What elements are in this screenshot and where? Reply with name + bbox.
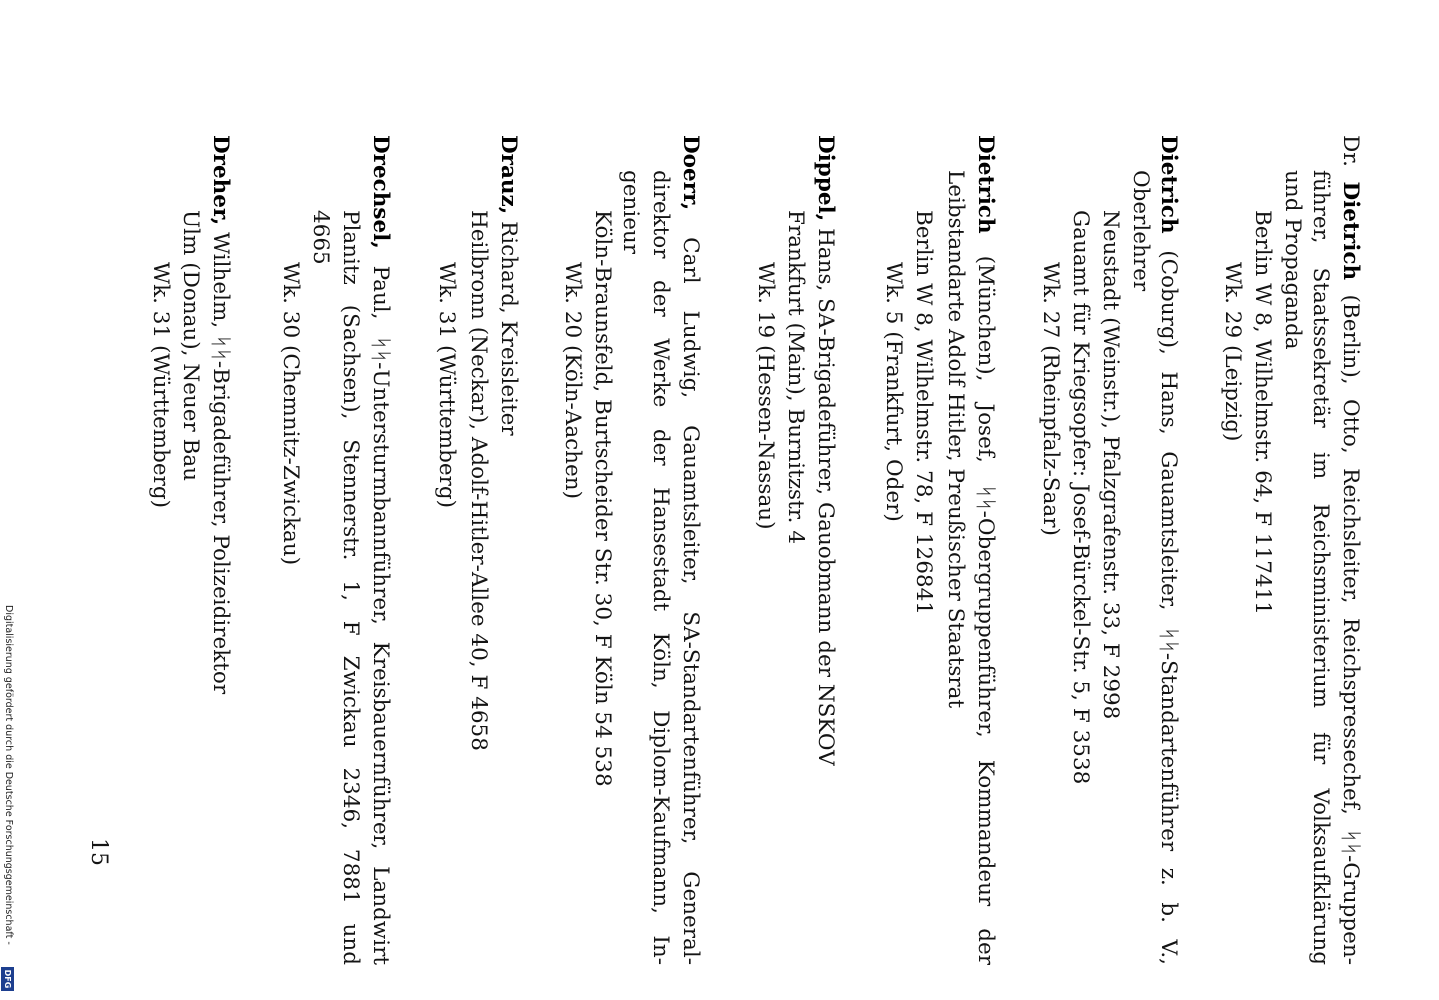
entry-address: 4665 <box>308 210 333 265</box>
dfg-logo: DFG <box>1 967 14 991</box>
entry-heading-text: Hans, SA-Brigadeführer, Gauobmann der NSKOV <box>813 228 838 766</box>
entry-line: direktor der Werke der Hansestadt Köln, Diplom-Kaufmann, In- <box>648 170 673 965</box>
entry-heading <box>1153 135 1183 965</box>
entry-name: Dietrich <box>973 135 998 234</box>
entry-name: Drechsel, <box>368 135 393 249</box>
entry-heading-text: (Coburg), Hans, Gauamtsleiter, ᛋᛋ-Standartenführer z. b. V., <box>1156 250 1181 965</box>
entry-name: Drauz, <box>496 135 521 215</box>
entry-address: Frankfurt (Main), Burnitzstr. 4 <box>783 210 808 544</box>
entry-district: Wk. 20 (Köln-Aachen) <box>560 262 585 499</box>
entry-heading <box>970 135 1000 965</box>
entry-district: Wk. 27 (Rheinpfalz-Saar) <box>1038 262 1063 536</box>
entry-heading <box>205 135 235 694</box>
entry-address: Berlin W 8, Wilhelmstr. 78, F 126841 <box>911 210 936 615</box>
entry-heading-text: Carl Ludwig, Gauamtsleiter, SA-Standartenführer, General- <box>678 237 703 965</box>
entry-address: Berlin W 8, Wilhelmstr. 64, F 117411 <box>1250 210 1275 615</box>
entry-address: Köln-Braunsfeld, Burtscheider Str. 30, F Köln 54 538 <box>590 210 615 787</box>
page-number: 15 <box>86 838 111 866</box>
entry-heading <box>365 135 395 965</box>
entry-heading-text: Paul, ᛋᛋ-Untersturmbannführer, Kreisbauernführer, Landwirt <box>368 265 393 965</box>
entry-line: genieur <box>618 170 643 255</box>
entry-district: Wk. 5 (Frankfurt, Oder) <box>881 262 906 522</box>
entry-name: Dietrich <box>1338 181 1363 281</box>
entry-heading <box>810 135 840 766</box>
entry-name: Dietrich <box>1156 135 1181 234</box>
entry-name: Dippel, <box>813 135 838 222</box>
entry-line: und Propaganda <box>1280 170 1305 350</box>
entry-heading-text: Richard, Kreisleiter <box>496 221 521 436</box>
entry-address: Ulm (Donau), Neuer Bau <box>178 210 203 482</box>
entry-heading <box>675 135 705 965</box>
entry-district: Wk. 31 (Württemberg) <box>148 262 173 509</box>
entry-address: Heilbronn (Neckar), Adolf-Hitler-Allee 40, F 4658 <box>466 210 491 751</box>
entry-line: führer, Staatssekretär im Reichsministerium für Volksaufklärung <box>1308 170 1333 965</box>
entry-line: Oberlehrer <box>1128 170 1153 292</box>
entry-heading-text: Wilhelm, ᛋᛋ-Brigadeführer, Polizeidirektor <box>208 232 233 695</box>
entry-address: Neustadt (Weinstr.), Pfalzgrafenstr. 33, F 2998 <box>1098 210 1123 720</box>
entry-heading <box>1335 135 1365 965</box>
entry-heading-text: (Berlin), Otto, Reichsleiter, Reichspressechef, ᛋᛋ-Gruppen- <box>1338 294 1363 965</box>
entry-address: Planitz (Sachsen), Stennerstr. 1, F Zwickau 2346, 7881 und <box>338 210 363 965</box>
entry-heading <box>493 135 523 436</box>
name-prefix: Dr. <box>1338 135 1363 167</box>
digitization-credit: Digitalisierung gefördert durch die Deutsche Forschungsgemeinschaft - <box>3 605 14 945</box>
entry-heading-text: (München), Josef, ᛋᛋ-Obergruppenführer, Kommandeur der <box>973 255 998 965</box>
entry-district: Wk. 30 (Chemnitz-Zwickau) <box>278 262 303 566</box>
entry-district: Wk. 31 (Württemberg) <box>434 262 459 509</box>
entry-name: Doerr, <box>678 135 703 211</box>
entry-name: Dreher, <box>208 135 233 226</box>
entry-district: Wk. 29 (Leipzig) <box>1220 262 1245 442</box>
entry-address: Gauamt für Kriegsopfer: Josef-Bürckel-Str. 5, F 3538 <box>1068 210 1093 785</box>
entry-line: Leibstandarte Adolf Hitler, Preußischer Staatsrat <box>943 170 968 709</box>
entry-district: Wk. 19 (Hessen-Nassau) <box>753 262 778 530</box>
